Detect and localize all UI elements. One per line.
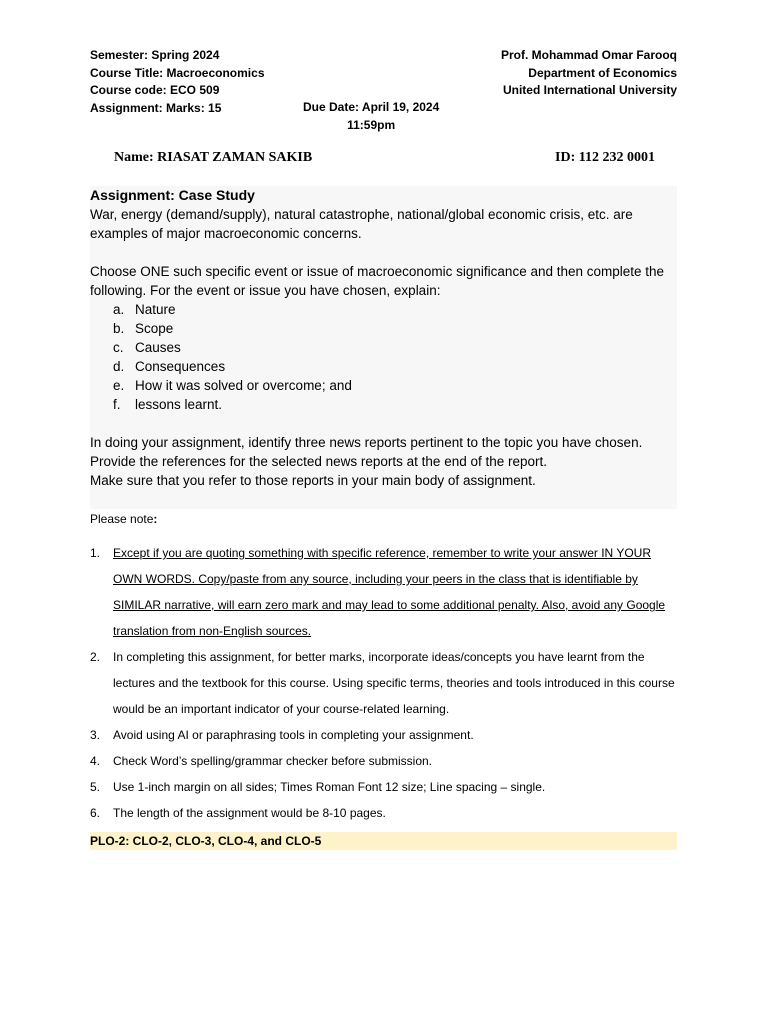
note-number: 6. (90, 806, 101, 820)
student-id: ID: 112 232 0001 (555, 150, 655, 165)
note-text: Except if you are quoting something with specific reference, remember to write your answer IN YOUR OWN WORDS. Copy/paste from any source, including your peers in the class that is identifiable by SIMILAR narrative, will earn zero mark and may lead to some additional penalty. Also, avoid any Google translation from non-English sources. (113, 546, 666, 638)
note-item (90, 748, 680, 774)
list-text: How it was solved or overcome; and (135, 378, 352, 393)
note-text: Avoid using AI or paraphrasing tools in completing your assignment. (113, 728, 474, 742)
course-code-line: Course code: ECO 509 (90, 83, 220, 97)
list-text: lessons learnt. (135, 397, 223, 412)
notes-list (90, 540, 680, 826)
note-number: 5. (90, 780, 101, 794)
please-note-text: Please note (90, 512, 154, 526)
note-item (90, 540, 680, 644)
student-name: Name: RIASAT ZAMAN SAKIB (114, 150, 313, 165)
professor-name: Prof. Mohammad Omar Farooq (500, 48, 677, 62)
please-note-colon: : (153, 512, 158, 526)
list-marker: f. (113, 397, 121, 412)
marks-line: Assignment: Marks: 15 (90, 100, 222, 115)
note-item (90, 722, 680, 748)
department-line: Department of Economics (528, 65, 677, 80)
instructor-info (501, 47, 677, 100)
case-instruction: Choose ONE such specific event or issue of macroeconomic significance and then complete the following. For the event or issue you have chosen, explain: (90, 264, 665, 298)
note-number: 4. (90, 754, 101, 768)
note-item (90, 774, 680, 800)
note-text: The length of the assignment would be 8-10 pages. (113, 806, 386, 820)
closing-line-3: Make sure that you refer to those reports in your main body of assignment. (90, 473, 536, 488)
list-marker: c. (113, 340, 124, 355)
course-info (90, 47, 265, 117)
list-text: Scope (135, 321, 174, 336)
list-text: Nature (135, 302, 176, 317)
case-study-title: Assignment: Case Study (90, 187, 255, 203)
due-date-block (303, 99, 439, 134)
course-title-line: Course Title: Macroeconomics (90, 65, 265, 80)
case-intro: War, energy (demand/supply), natural catastrophe, national/global economic crisis, etc. are examples of major macroeconomic concerns. (90, 207, 633, 241)
plo-clo-line: PLO-2: CLO-2, CLO-3, CLO-4, and CLO-5 (90, 832, 677, 850)
explain-list (90, 300, 677, 414)
note-item (90, 644, 680, 722)
explain-list-item (90, 300, 677, 319)
explain-list-item (90, 376, 677, 395)
explain-list-item (90, 319, 677, 338)
explain-list-item (90, 395, 677, 414)
list-marker: b. (113, 321, 125, 336)
list-text: Causes (135, 340, 181, 355)
note-text: In completing this assignment, for better marks, incorporate ideas/concepts you have learnt from the lectures and the textbook for this course. Using specific terms, theories and tools introduced in this course would be an important indicator of your course-related learning. (113, 650, 675, 716)
due-date: Due Date: April 19, 2024 (303, 100, 440, 114)
explain-list-item (90, 338, 677, 357)
note-number: 1. (90, 546, 101, 560)
semester-line: Semester: Spring 2024 (90, 48, 220, 62)
due-time: 11:59pm (347, 117, 396, 132)
note-text: Check Word’s spelling/grammar checker before submission. (113, 754, 433, 768)
explain-list-item (90, 357, 677, 376)
closing-line-1: In doing your assignment, identify three news reports pertinent to the topic you have chosen. (90, 435, 643, 450)
case-study-section (90, 186, 677, 509)
student-row (114, 150, 655, 166)
university-line: United International University (502, 83, 677, 97)
note-text: Use 1-inch margin on all sides; Times Roman Font 12 size; Line spacing – single. (113, 780, 546, 794)
list-marker: e. (113, 378, 125, 393)
note-number: 2. (90, 650, 101, 664)
list-text: Consequences (135, 359, 226, 374)
note-number: 3. (90, 728, 101, 742)
please-note-label (90, 512, 157, 526)
note-item (90, 800, 680, 826)
list-marker: a. (113, 302, 125, 317)
closing-line-2: Provide the references for the selected news reports at the end of the report. (90, 454, 548, 469)
list-marker: d. (113, 359, 125, 374)
